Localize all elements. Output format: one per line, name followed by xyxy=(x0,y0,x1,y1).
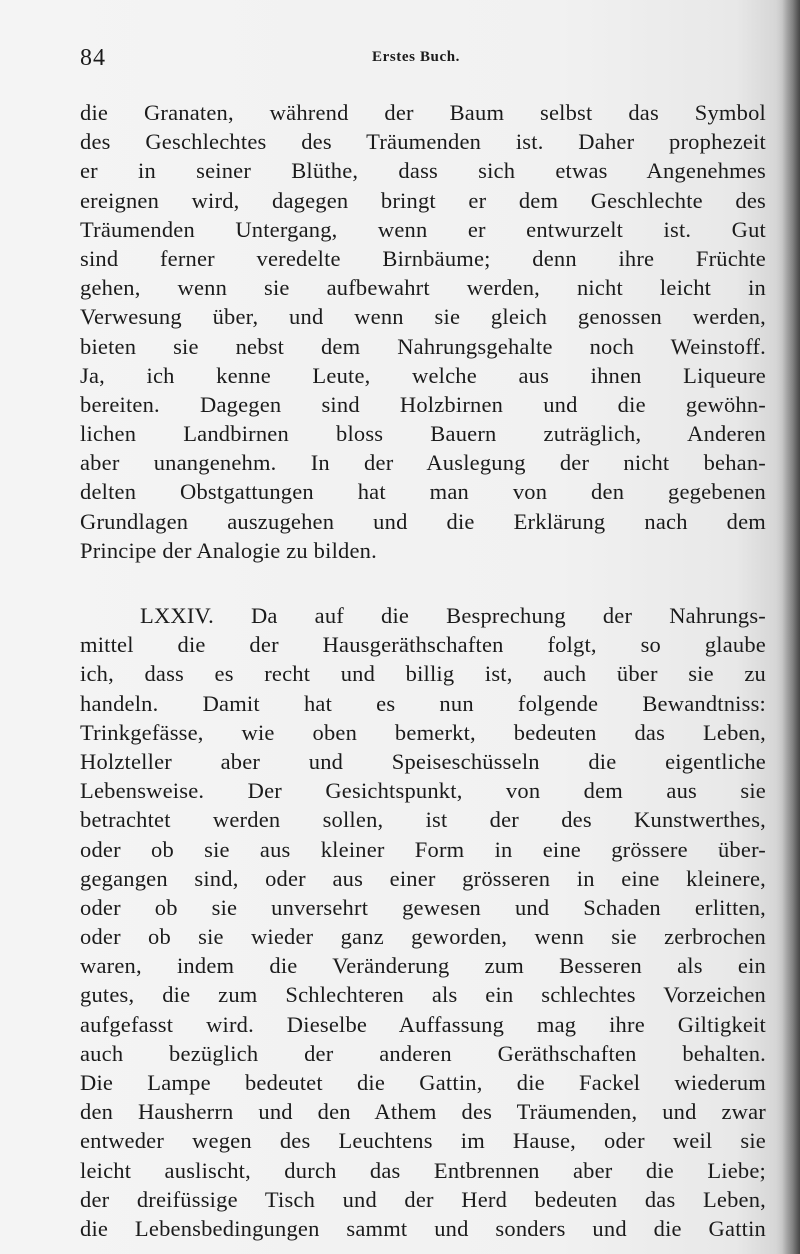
text-line: betrachtet werden sollen, ist der des Kunstwerthes, xyxy=(80,807,766,833)
text-line: Trinkgefässe, wie oben bemerkt, bedeuten das Leben, xyxy=(80,719,766,745)
text-line: aufgefasst wird. Dieselbe Auffassung mag ihre Giltigkeit xyxy=(80,1011,766,1037)
text-line: bereiten. Dagegen sind Holzbirnen und die gewöhn- xyxy=(80,391,766,417)
page-edge-shadow xyxy=(782,0,800,1254)
text-line: mittel die der Hausgeräthschaften folgt, so glaube xyxy=(80,632,766,658)
text-line: waren, indem die Veränderung zum Besseren als ein xyxy=(80,953,766,979)
text-line: gegangen sind, oder aus einer grösseren in eine kleinere, xyxy=(80,865,766,891)
text-line: ereignen wird, dagegen bringt er dem Geschlechte des xyxy=(80,187,766,213)
text-line: auch bezüglich der anderen Geräthschaften behalten. xyxy=(80,1040,766,1066)
text-line: gutes, die zum Schlechteren als ein schlechtes Vorzeichen xyxy=(80,982,766,1008)
text-line: der dreifüssige Tisch und der Herd bedeuten das Leben, xyxy=(80,1186,766,1212)
text-line: Die Lampe bedeutet die Gattin, die Fackel wiederum xyxy=(80,1070,766,1095)
paragraph-2 xyxy=(80,601,766,1243)
text-line: Ja, ich kenne Leute, welche aus ihnen Liqueure xyxy=(80,362,766,388)
text-line: LXXIV. Da auf die Besprechung der Nahrungs- xyxy=(140,603,766,628)
text-line: handeln. Damit hat es nun folgende Bewandtniss: xyxy=(80,690,766,716)
text-line: ich, dass es recht und billig ist, auch über sie zu xyxy=(80,661,766,687)
text-line: sind ferner veredelte Birnbäume; denn ihre Früchte xyxy=(80,245,766,271)
text-line: bieten sie nebst dem Nahrungsgehalte noch Weinstoff. xyxy=(80,333,766,359)
text-line: delten Obstgattungen hat man von den gegebenen xyxy=(80,479,766,505)
text-line: Grundlagen auszugehen und die Erklärung nach dem xyxy=(80,508,766,534)
text-line: Verwesung über, und wenn sie gleich genossen werden, xyxy=(80,304,766,330)
text-line: entweder wegen des Leuchtens im Hause, oder weil sie xyxy=(80,1128,766,1154)
text-line: die Granaten, während der Baum selbst das Symbol xyxy=(80,100,766,125)
text-line: Lebensweise. Der Gesichtspunkt, von dem aus sie xyxy=(80,778,766,804)
running-head: Erstes Buch. xyxy=(372,49,461,65)
text-line: des Geschlechtes des Träumenden ist. Daher prophezeit xyxy=(80,129,766,155)
text-line: aber unangenehm. In der Auslegung der nicht behan- xyxy=(80,450,766,476)
text-line: oder ob sie unversehrt gewesen und Schaden erlitten, xyxy=(80,894,766,920)
text-line: er in seiner Blüthe, dass sich etwas Angenehmes xyxy=(80,158,766,184)
text-line: die Lebensbedingungen sammt und sonders und die Gattin xyxy=(80,1215,766,1241)
text-line: lichen Landbirnen bloss Bauern zuträglich, Anderen xyxy=(80,421,766,447)
text-line: oder ob sie aus kleiner Form in eine grössere über- xyxy=(80,836,766,862)
text-line: gehen, wenn sie aufbewahrt werden, nicht leicht in xyxy=(80,275,766,301)
paragraph-1 xyxy=(80,98,766,565)
text-line: leicht auslischt, durch das Entbrennen aber die Liebe; xyxy=(80,1157,766,1183)
page-number: 84 xyxy=(80,45,106,71)
text-line: den Hausherrn und den Athem des Träumenden, und zwar xyxy=(80,1099,766,1125)
paragraph-gap xyxy=(80,565,766,601)
text-line: Träumenden Untergang, wenn er entwurzelt ist. Gut xyxy=(80,216,766,242)
text-line: Principe der Analogie zu bilden. xyxy=(80,537,377,563)
body-text xyxy=(80,98,766,1243)
text-line: Holzteller aber und Speiseschüsseln die eigentliche xyxy=(80,748,766,774)
text-line: oder ob sie wieder ganz geworden, wenn sie zerbrochen xyxy=(80,924,766,950)
